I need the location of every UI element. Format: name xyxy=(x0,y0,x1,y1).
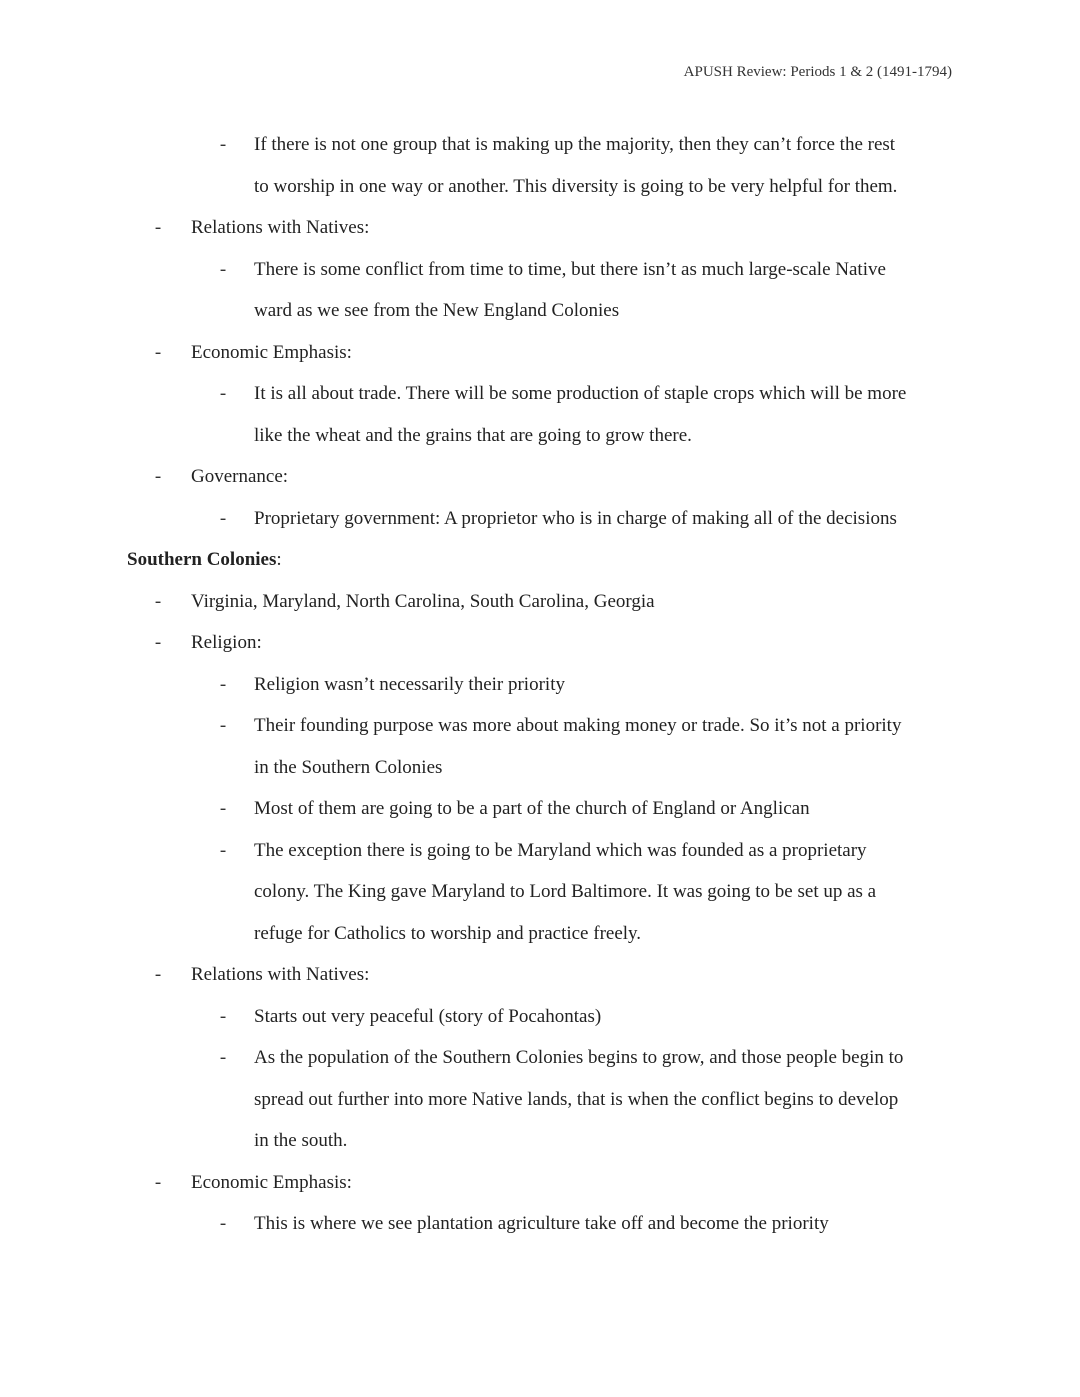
outline-line-text: If there is not one group that is making up the majority, then they can’t force the rest xyxy=(254,134,896,155)
outline-line xyxy=(0,954,1080,996)
outline-line-text: There is some conflict from time to time, but there isn’t as much large-scale Native xyxy=(254,258,886,280)
bullet-dash-icon: - xyxy=(154,466,162,487)
outline-line xyxy=(0,913,1080,955)
bullet-dash-icon: - xyxy=(219,258,227,280)
outline-line-text: Religion wasn’t necessarily their priority xyxy=(254,673,565,695)
outline-line xyxy=(0,124,1080,166)
outline-line-text: spread out further into more Native lands, that is when the conflict begins to develop xyxy=(254,1088,899,1110)
outline-line xyxy=(0,830,1080,872)
bullet-dash-icon: - xyxy=(154,964,162,985)
outline-line-text: The exception there is going to be Maryland which was founded as a proprietary xyxy=(254,839,867,861)
outline-line xyxy=(0,1079,1080,1121)
section-heading-bold: Southern Colonies xyxy=(127,549,277,570)
outline-line-text: As the population of the Southern Colonies begins to grow, and those people begin to xyxy=(254,1047,904,1068)
outline-line-text: Relations with Natives: xyxy=(191,217,370,238)
outline-line-text: ward as we see from the New England Colonies xyxy=(254,300,620,321)
outline-line-text: Economic Emphasis: xyxy=(191,341,352,363)
outline-line-text: Most of them are going to be a part of the church of England or Anglican xyxy=(254,798,810,819)
outline-line xyxy=(0,1120,1080,1162)
outline-line xyxy=(0,1162,1080,1204)
outline-line xyxy=(0,664,1080,706)
section-heading-text xyxy=(127,539,282,581)
bullet-dash-icon: - xyxy=(154,632,162,653)
outline-line xyxy=(0,415,1080,457)
outline-line-text: in the Southern Colonies xyxy=(254,756,443,778)
outline-line-text: to worship in one way or another. This diversity is going to be very helpful for them. xyxy=(254,175,898,197)
bullet-dash-icon: - xyxy=(154,217,162,238)
bullet-dash-icon: - xyxy=(154,1171,162,1193)
outline-line xyxy=(0,166,1080,208)
bullet-dash-icon: - xyxy=(219,383,227,404)
outline-line xyxy=(0,1037,1080,1079)
bullet-dash-icon: - xyxy=(219,715,227,736)
outline-line xyxy=(0,705,1080,747)
bullet-dash-icon: - xyxy=(219,507,227,529)
outline-line xyxy=(0,498,1080,540)
document-body xyxy=(0,124,1080,1245)
outline-line xyxy=(0,1203,1080,1245)
outline-line xyxy=(0,207,1080,249)
outline-line xyxy=(0,581,1080,623)
outline-line xyxy=(0,249,1080,291)
outline-line xyxy=(0,332,1080,374)
bullet-dash-icon: - xyxy=(219,839,227,861)
outline-line xyxy=(0,456,1080,498)
outline-line xyxy=(0,373,1080,415)
bullet-dash-icon: - xyxy=(219,673,227,695)
bullet-dash-icon: - xyxy=(219,1213,227,1234)
outline-line-text: Relations with Natives: xyxy=(191,964,370,985)
bullet-dash-icon: - xyxy=(219,1005,227,1027)
bullet-dash-icon: - xyxy=(154,590,162,612)
outline-line xyxy=(0,622,1080,664)
section-heading xyxy=(0,539,1080,581)
outline-line-text: This is where we see plantation agriculture take off and become the priority xyxy=(254,1213,829,1234)
bullet-dash-icon: - xyxy=(219,1047,227,1068)
outline-line-text: colony. The King gave Maryland to Lord Baltimore. It was going to be set up as a xyxy=(254,881,877,902)
outline-line-text: in the south. xyxy=(254,1130,348,1151)
outline-line-text: Economic Emphasis: xyxy=(191,1171,352,1193)
outline-line xyxy=(0,871,1080,913)
section-heading-colon: : xyxy=(276,549,282,570)
outline-line-text: Starts out very peaceful (story of Pocahontas) xyxy=(254,1005,602,1027)
outline-line-text: Proprietary government: A proprietor who is in charge of making all of the decisions xyxy=(254,507,897,529)
outline-line xyxy=(0,747,1080,789)
outline-line-text: Their founding purpose was more about making money or trade. So it’s not a priority xyxy=(254,715,902,736)
bullet-dash-icon: - xyxy=(219,798,227,819)
outline-line-text: Governance: xyxy=(191,466,289,487)
outline-line-text: Religion: xyxy=(191,632,262,653)
bullet-dash-icon: - xyxy=(154,341,162,363)
page-header-title: APUSH Review: Periods 1 & 2 (1491-1794) xyxy=(683,64,952,80)
bullet-dash-icon: - xyxy=(219,134,227,155)
outline-line-text: Virginia, Maryland, North Carolina, South Carolina, Georgia xyxy=(191,590,655,612)
outline-line-text: refuge for Catholics to worship and practice freely. xyxy=(254,922,642,944)
outline-line xyxy=(0,788,1080,830)
outline-line-text: like the wheat and the grains that are going to grow there. xyxy=(254,424,692,446)
outline-line-text: It is all about trade. There will be some production of staple crops which will be more xyxy=(254,383,907,404)
outline-line xyxy=(0,996,1080,1038)
outline-line xyxy=(0,290,1080,332)
